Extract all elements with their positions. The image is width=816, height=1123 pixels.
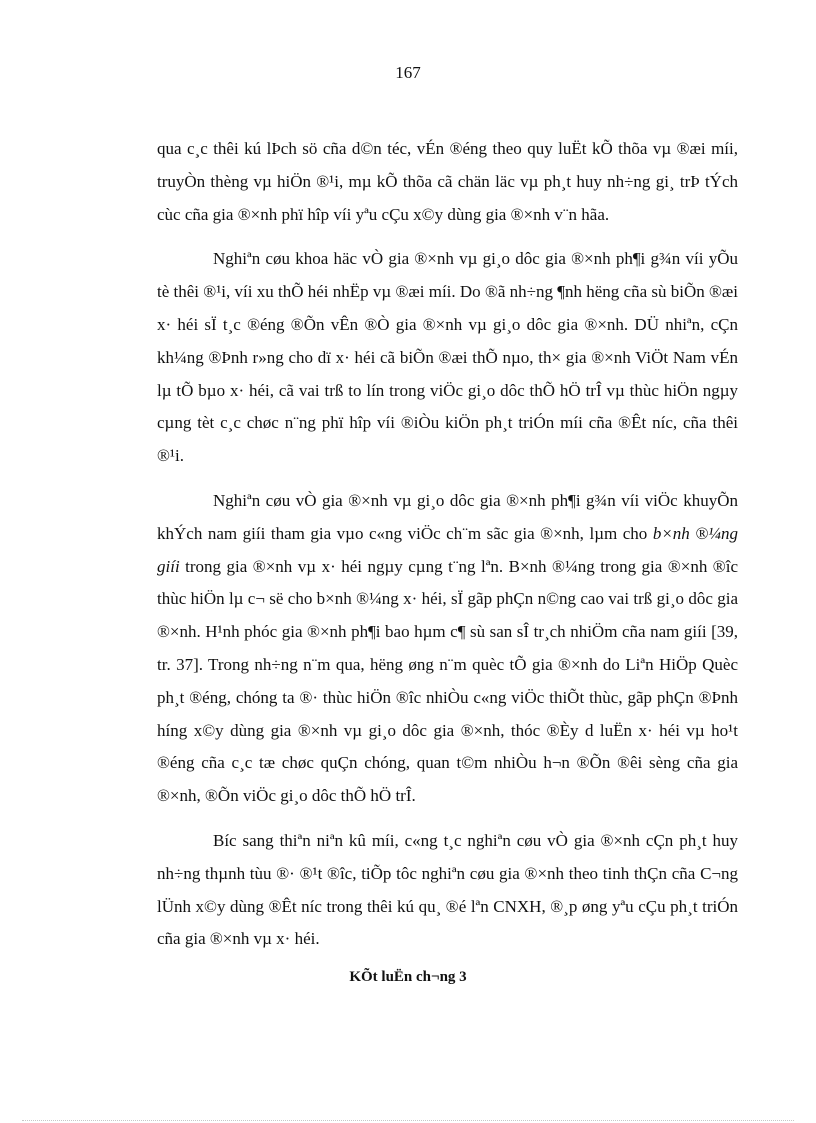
paragraph-text: Bíc sang thiªn niªn kû míi, c«ng t¸c nghiªn cøu vÒ gia ®×nh cÇn ph¸t huy nh÷ng thµnh tùu ®· ®¹t ®îc, tiÕp tôc nghiªn cøu gia ®×nh theo tinh thÇn cña C¬ng lÜnh x©y dùng ®Êt níc trong thêi kú qu¸ ®é lªn CNXH, ®¸p øng yªu cÇu ph¸t triÓn cña gia ®×nh vµ x· héi. bbox=[157, 830, 738, 949]
paragraph-text: trong gia ®×nh vµ x· héi ngµy cµng t¨ng lªn. B×nh ®¼ng trong gia ®×nh ®îc thùc hiÖn lµ c¬ së cho b×nh ®¼ng x· héi, sÏ gãp phÇn n©ng cao vai trß gi¸o dôc gia ®×nh. H¹nh phóc gia ®×nh ph¶i bao hµm c¶ sù san sÎ tr¸ch nhiÖm cña nam giíi [39, tr. 37]. Trong nh÷ng n¨m qua, hëng øng n¨m quèc tÕ gia ®×nh do Liªn HiÖp Quèc ph¸t ®éng, chóng ta ®· thùc hiÖn ®îc nhiÒu c«ng viÖc thiÕt thùc, gãp phÇn ®Þnh híng x©y dùng gia ®×nh vµ gi¸o dôc gia ®×nh, thóc ®Èy d luËn x· héi vµ ho¹t ®éng cña c¸c tæ chøc quÇn chóng, quan t©m nhiÒu h¬n ®Õn ®êi sèng cña gia ®×nh, ®Õn viÖc gi¸o dôc thÕ hÖ trÎ. bbox=[157, 556, 738, 806]
paragraph-4 bbox=[157, 825, 738, 956]
paragraph-text: Nghiªn cøu khoa häc vÒ gia ®×nh vµ gi¸o dôc gia ®×nh ph¶i g¾n víi yÕu tè thêi ®¹i, víi xu thÕ héi nhËp vµ ®æi míi. Do ®ã nh÷ng ¶nh hëng cña sù biÕn ®æi x· héi sÏ t¸c ®éng ®Õn vÊn ®Ò gia ®×nh vµ gi¸o dôc gia ®×nh. DÜ nhiªn, cÇn kh¼ng ®Þnh r»ng cho dï x· héi cã biÕn ®æi thÕ nµo, th× gia ®×nh ViÖt Nam vÉn lµ tÕ bµo x· héi, cã vai trß to lín trong viÖc gi¸o dôc thÕ hÖ trÎ vµ thùc hiÖn ngµy cµng tèt c¸c chøc n¨ng phï hîp víi ®iÒu kiÖn ph¸t triÓn míi cña ®Êt níc, cña thêi ®¹i. bbox=[157, 249, 738, 466]
italic-term: b×nh ®¼ng giíi bbox=[157, 523, 738, 576]
paragraph-text: Nghiªn cøu vÒ gia ®×nh vµ gi¸o dôc gia ®×nh ph¶i g¾n víi viÖc khuyÕn khÝch nam giíi tham gia vµo c«ng viÖc ch¨m sãc gia ®×nh, lµm cho bbox=[157, 490, 738, 543]
paragraph-2 bbox=[157, 243, 738, 473]
paragraph-1 bbox=[157, 133, 738, 231]
page-bottom-divider bbox=[22, 1120, 794, 1121]
page-number: 167 bbox=[395, 63, 421, 82]
paragraph-text: qua c¸c thêi kú lÞch sö cña d©n téc, vÉn ®éng theo quy luËt kÕ thõa vµ ®æi míi, truyÒn thèng vµ hiÖn ®¹i, mµ kÕ thõa cã chän läc vµ ph¸t huy nh÷ng gi¸ trÞ tÝch cùc cña gia ®×nh phï hîp víi yªu cÇu x©y dùng gia ®×nh v¨n hãa. bbox=[157, 139, 738, 224]
section-heading: KÕt luËn ch¬ng 3 bbox=[349, 969, 467, 985]
body-text bbox=[157, 133, 738, 968]
paragraph-3 bbox=[157, 485, 738, 813]
